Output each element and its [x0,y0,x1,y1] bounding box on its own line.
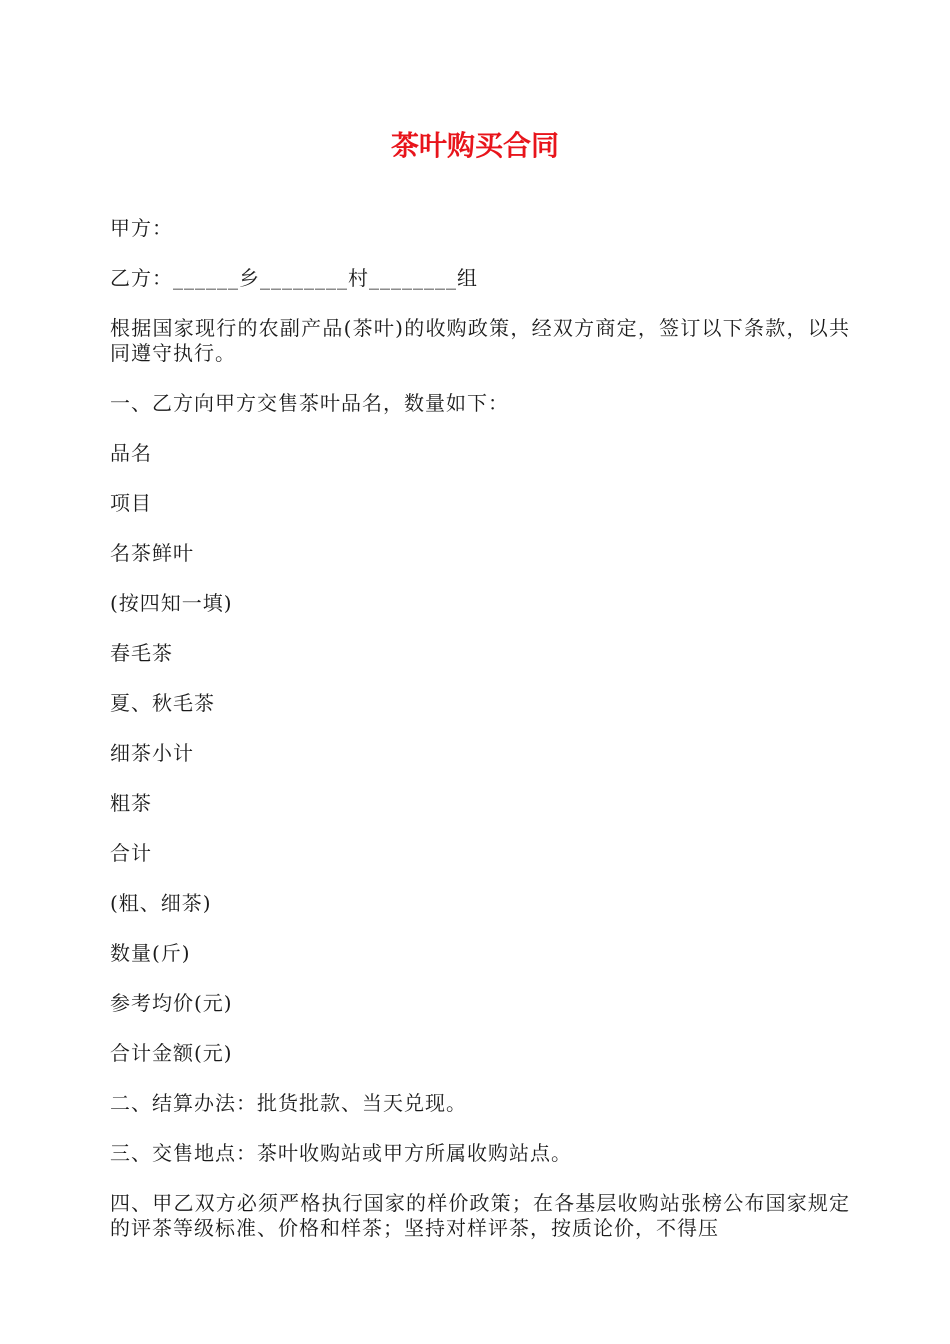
item-label-total: 合计 [110,841,152,865]
item-label-summer-autumn-tea: 夏、秋毛茶 [110,691,215,715]
item-label-project: 项目 [110,491,152,515]
item-label-product-name: 品名 [110,441,152,465]
item-label-coarse-tea: 粗茶 [110,791,152,815]
item-label-fine-tea-subtotal: 细茶小计 [110,741,194,765]
preamble-paragraph: 根据国家现行的农副产品(茶叶)的收购政策，经双方商定，签订以下条款，以共同遵守执行。 [110,316,850,365]
party-b-line: 乙方：______乡________村________组 [110,266,478,290]
item-label-total-amount: 合计金额(元) [110,1041,233,1065]
clause-1-heading: 一、乙方向甲方交售茶叶品名，数量如下： [110,391,509,415]
item-label-total-note: (粗、细茶) [110,891,212,915]
clause-2-settlement: 二、结算办法：批货批款、当天兑现。 [110,1091,467,1115]
clause-3-location: 三、交售地点：茶叶收购站或甲方所属收购站点。 [110,1141,572,1165]
item-label-fill-note: (按四知一填) [110,591,233,615]
item-label-reference-price: 参考均价(元) [110,991,233,1015]
document-body [110,216,850,1266]
clause-4-pricing: 四、甲乙双方必须严格执行国家的样价政策；在各基层收购站张榜公布国家规定的评茶等级标准、价格和样茶；坚持对样评茶，按质论价，不得压 [110,1191,850,1240]
party-a-line: 甲方： [110,216,173,240]
item-label-fresh-leaf: 名茶鲜叶 [110,541,194,565]
document-title: 茶叶购买合同 [390,129,559,162]
item-label-quantity: 数量(斤) [110,941,191,965]
item-label-spring-tea: 春毛茶 [110,641,173,665]
